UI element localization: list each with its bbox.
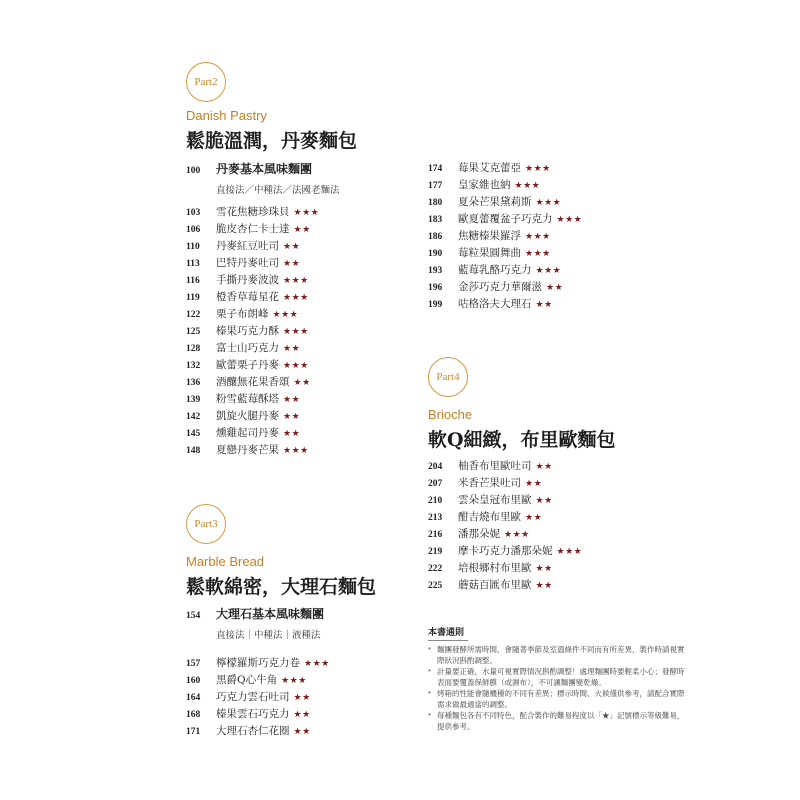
- recipe-name: 金莎巧克力華爾滋: [458, 281, 542, 293]
- page-number: 139: [186, 395, 201, 405]
- note-item: [428, 711, 688, 732]
- asterisk-mark: *: [428, 711, 431, 720]
- toc-entry: [186, 655, 330, 672]
- toc-entry: [186, 442, 340, 459]
- toc-entry: [186, 255, 340, 272]
- toc-entry: [428, 543, 582, 560]
- page-number: 160: [186, 676, 201, 686]
- book-notes: [428, 625, 688, 733]
- asterisk-mark: *: [428, 645, 431, 654]
- recipe-name: 橙香草莓星花: [216, 291, 279, 303]
- page-number: 142: [186, 412, 201, 422]
- part2-badge: Part2: [186, 62, 226, 102]
- asterisk-mark: *: [428, 689, 431, 698]
- difficulty-stars: ★★: [535, 496, 553, 506]
- recipe-name: 榛果巧克力酥: [216, 325, 279, 337]
- difficulty-stars: ★★: [535, 462, 553, 472]
- difficulty-stars: ★★★: [535, 266, 562, 276]
- toc-entry: [186, 272, 340, 289]
- recipe-name: 大理石基本風味麵團: [216, 607, 325, 621]
- page-number: 128: [186, 344, 201, 354]
- page-number: 196: [428, 283, 443, 293]
- difficulty-stars: ★★: [283, 395, 301, 405]
- recipe-name: 巴特丹麥吐司: [216, 257, 279, 269]
- difficulty-stars: ★★: [535, 564, 553, 574]
- page-number: 171: [186, 727, 201, 737]
- toc-entry: [428, 475, 582, 492]
- difficulty-stars: ★★: [283, 344, 301, 354]
- toc-entry: [428, 509, 582, 526]
- page-number: 116: [186, 276, 200, 286]
- toc-entry: [186, 425, 340, 442]
- recipe-name: 藍莓乳酪巧克力: [458, 264, 532, 276]
- difficulty-stars: ★★★: [525, 249, 551, 259]
- note-text: 每種麵包各有不同特色，配合製作的難易程度以「★」記號標示等級難易，提供參考。: [437, 711, 685, 731]
- recipe-name: 榛果雲石巧克力: [216, 708, 290, 720]
- toc-entry: [428, 560, 582, 577]
- toc-entry: [428, 492, 582, 509]
- recipe-name: 雪花焦糖珍珠貝: [216, 206, 290, 218]
- toc-entry: [428, 228, 582, 245]
- recipe-name: 巧克力雲石吐司: [216, 691, 290, 703]
- part3-badge: Part3: [186, 504, 226, 544]
- page-number: 204: [428, 462, 443, 472]
- page-number: 180: [428, 198, 443, 208]
- recipe-name: 丹麥紅豆吐司: [216, 240, 279, 252]
- toc-entry: [428, 194, 582, 211]
- part3-en-title: Marble Bread: [186, 554, 265, 569]
- recipe-name: 富士山巧克力: [216, 342, 279, 354]
- page-number: 136: [186, 378, 201, 388]
- recipe-name: 脆皮杏仁卡士達: [216, 223, 290, 235]
- difficulty-stars: ★★★: [283, 293, 309, 303]
- difficulty-stars: ★★: [293, 693, 311, 703]
- page-number: 225: [428, 581, 443, 591]
- toc-entry: [428, 577, 582, 594]
- recipe-list: [186, 204, 340, 459]
- recipe-list: [186, 655, 330, 740]
- part3-toc: [186, 605, 330, 740]
- page-number: 157: [186, 659, 201, 669]
- part3-zh-title: 鬆軟綿密，大理石麵包: [186, 576, 377, 598]
- part2-zh-title: 鬆脆溫潤，丹麥麵包: [186, 130, 358, 152]
- note-item: [428, 645, 688, 666]
- difficulty-stars: ★★★: [283, 327, 309, 337]
- note-item: [428, 667, 688, 688]
- toc-entry: [186, 357, 340, 374]
- recipe-name: 夏朵芒果黛莉斯: [458, 196, 532, 208]
- note-text: 麵團發酵所需時間，會隨著季節及室溫條件不同而有所差異，製作時請視實際狀況斟酌調整。: [437, 645, 685, 665]
- recipe-name: 夏戀丹麥芒果: [216, 444, 279, 456]
- difficulty-stars: ★★: [293, 225, 311, 235]
- page-number: 125: [186, 327, 201, 337]
- difficulty-stars: ★★: [535, 581, 553, 591]
- recipe-name: 大理石杏仁花圈: [216, 725, 290, 737]
- difficulty-stars: ★★: [293, 710, 311, 720]
- page-number: 186: [428, 232, 443, 242]
- recipe-name: 手撕丹麥波波: [216, 274, 279, 286]
- difficulty-stars: ★★★: [293, 208, 320, 218]
- recipe-name: 焦糖榛果羅浮: [458, 230, 521, 242]
- toc-entry: [186, 408, 340, 425]
- toc-entry: [186, 323, 340, 340]
- recipe-name: 酣吉燒布里歐: [458, 511, 521, 523]
- recipe-name: 雲朵皇冠布里歐: [458, 494, 532, 506]
- toc-entry: [186, 340, 340, 357]
- recipe-list: [428, 160, 582, 313]
- recipe-name: 丹麥基本風味麵團: [216, 162, 313, 176]
- part2-toc: [186, 160, 340, 459]
- recipe-name: 蘑菇百匯布里歐: [458, 579, 532, 591]
- difficulty-stars: ★★★: [535, 198, 562, 208]
- notes-list: [428, 645, 688, 732]
- recipe-name: 黑爵Q心牛角: [216, 674, 278, 686]
- page-number: 103: [186, 208, 201, 218]
- part4-zh-title: 軟Q細緻，布里歐麵包: [428, 429, 616, 451]
- toc-entry: [186, 238, 340, 255]
- toc-entry: [428, 262, 582, 279]
- method-list: 直接法／中種法／法國老麵法: [216, 185, 340, 196]
- page-number: 132: [186, 361, 201, 371]
- page-number: 193: [428, 266, 443, 276]
- recipe-name: 粉雪藍莓酥塔: [216, 393, 279, 405]
- note-text: 計量要正確，水量可視實際情況斟酌調整！處理麵團時要輕柔小心；發酵時表面要覆蓋保鮮膜（或濕布），不可讓麵團變乾燥。: [437, 667, 685, 687]
- difficulty-stars: ★★★: [556, 215, 583, 225]
- page-number: 154: [186, 611, 201, 621]
- difficulty-stars: ★★★: [556, 547, 583, 557]
- recipe-name: 歐蕾栗子丹麥: [216, 359, 279, 371]
- toc-entry: [186, 374, 340, 391]
- part2-continued-toc: [428, 160, 582, 313]
- toc-entry: [428, 296, 582, 313]
- difficulty-stars: ★★: [283, 412, 301, 422]
- recipe-name: 栗子布朗峰: [216, 308, 269, 320]
- recipe-name: 燻雞起司丹麥: [216, 427, 279, 439]
- difficulty-stars: ★★: [293, 378, 311, 388]
- page-number: 110: [186, 242, 200, 252]
- difficulty-stars: ★★: [525, 479, 543, 489]
- recipe-name: 潘那朵妮: [458, 528, 500, 540]
- difficulty-stars: ★★★: [504, 530, 530, 540]
- recipe-name: 莓果艾克蕾亞: [458, 162, 521, 174]
- page-number: 213: [428, 513, 443, 523]
- toc-entry: [428, 245, 582, 262]
- toc-entry: [428, 177, 582, 194]
- toc-entry: [428, 526, 582, 543]
- part4-badge: Part4: [428, 357, 468, 397]
- recipe-list: [428, 458, 582, 594]
- page-number: 174: [428, 164, 443, 174]
- toc-entry: [186, 306, 340, 323]
- difficulty-stars: ★★★: [281, 676, 307, 686]
- difficulty-stars: ★★★: [283, 276, 309, 286]
- difficulty-stars: ★★: [283, 242, 301, 252]
- page-number: 122: [186, 310, 201, 320]
- recipe-name: 歐夏蕾覆盆子巧克力: [458, 213, 553, 225]
- difficulty-stars: ★★: [283, 259, 301, 269]
- toc-entry: [186, 289, 340, 306]
- toc-main-entry: [186, 160, 340, 182]
- recipe-name: 培根鄉村布里歐: [458, 562, 532, 574]
- part4-toc: [428, 458, 582, 594]
- recipe-name: 酒釀無花果香頌: [216, 376, 290, 388]
- asterisk-mark: *: [428, 667, 431, 676]
- page-number: 164: [186, 693, 201, 703]
- difficulty-stars: ★★★: [283, 361, 309, 371]
- toc-entry: [186, 672, 330, 689]
- page-number: 183: [428, 215, 443, 225]
- toc-entry: [186, 221, 340, 238]
- page-number: 145: [186, 429, 201, 439]
- difficulty-stars: ★★★: [525, 164, 551, 174]
- page-number: 113: [186, 259, 200, 269]
- page-number: 100: [186, 166, 201, 176]
- toc-entry: [186, 706, 330, 723]
- page-number: 168: [186, 710, 201, 720]
- toc-entry: [186, 391, 340, 408]
- method-list: 直接法｜中種法｜液種法: [216, 630, 321, 641]
- notes-title: 本書通則: [428, 625, 468, 641]
- toc-entry: [186, 723, 330, 740]
- note-text: 烤箱的性能會隨機種的不同有差異；標示時間、火候僅供參考，請配合實際需求做最適當的調整。: [437, 689, 685, 709]
- difficulty-stars: ★★: [525, 513, 543, 523]
- toc-main-entry: [186, 605, 330, 627]
- difficulty-stars: ★★: [546, 283, 564, 293]
- difficulty-stars: ★★★: [272, 310, 299, 320]
- difficulty-stars: ★★: [293, 727, 311, 737]
- recipe-name: 皇家維也納: [458, 179, 511, 191]
- part2-en-title: Danish Pastry: [186, 108, 267, 123]
- page-number: 190: [428, 249, 443, 259]
- page-number: 219: [428, 547, 443, 557]
- difficulty-stars: ★★: [535, 300, 553, 310]
- difficulty-stars: ★★★: [525, 232, 551, 242]
- toc-entry: [428, 458, 582, 475]
- page-number: 199: [428, 300, 443, 310]
- recipe-name: 柚香布里歐吐司: [458, 460, 532, 472]
- toc-entry: [428, 279, 582, 296]
- page-number: 119: [186, 293, 200, 303]
- recipe-name: 咕格洛夫大理石: [458, 298, 532, 310]
- difficulty-stars: ★★★: [283, 446, 309, 456]
- recipe-name: 摩卡巧克力潘那朵妮: [458, 545, 553, 557]
- difficulty-stars: ★★★: [304, 659, 330, 669]
- page-number: 210: [428, 496, 443, 506]
- difficulty-stars: ★★: [283, 429, 301, 439]
- recipe-name: 米香芒果吐司: [458, 477, 521, 489]
- recipe-name: 檸檬羅斯巧克力卷: [216, 657, 300, 669]
- page-number: 216: [428, 530, 443, 540]
- toc-entry: [186, 204, 340, 221]
- page-number: 207: [428, 479, 443, 489]
- page-number: 148: [186, 446, 201, 456]
- toc-entry: [428, 160, 582, 177]
- toc-entry: [186, 689, 330, 706]
- part4-en-title: Brioche: [428, 407, 473, 422]
- recipe-name: 凱旋火腿丹麥: [216, 410, 279, 422]
- note-item: [428, 689, 688, 710]
- page-number: 106: [186, 225, 201, 235]
- difficulty-stars: ★★★: [514, 181, 541, 191]
- toc-entry: [428, 211, 582, 228]
- page-number: 177: [428, 181, 443, 191]
- page-number: 222: [428, 564, 443, 574]
- recipe-name: 莓粒果圓舞曲: [458, 247, 521, 259]
